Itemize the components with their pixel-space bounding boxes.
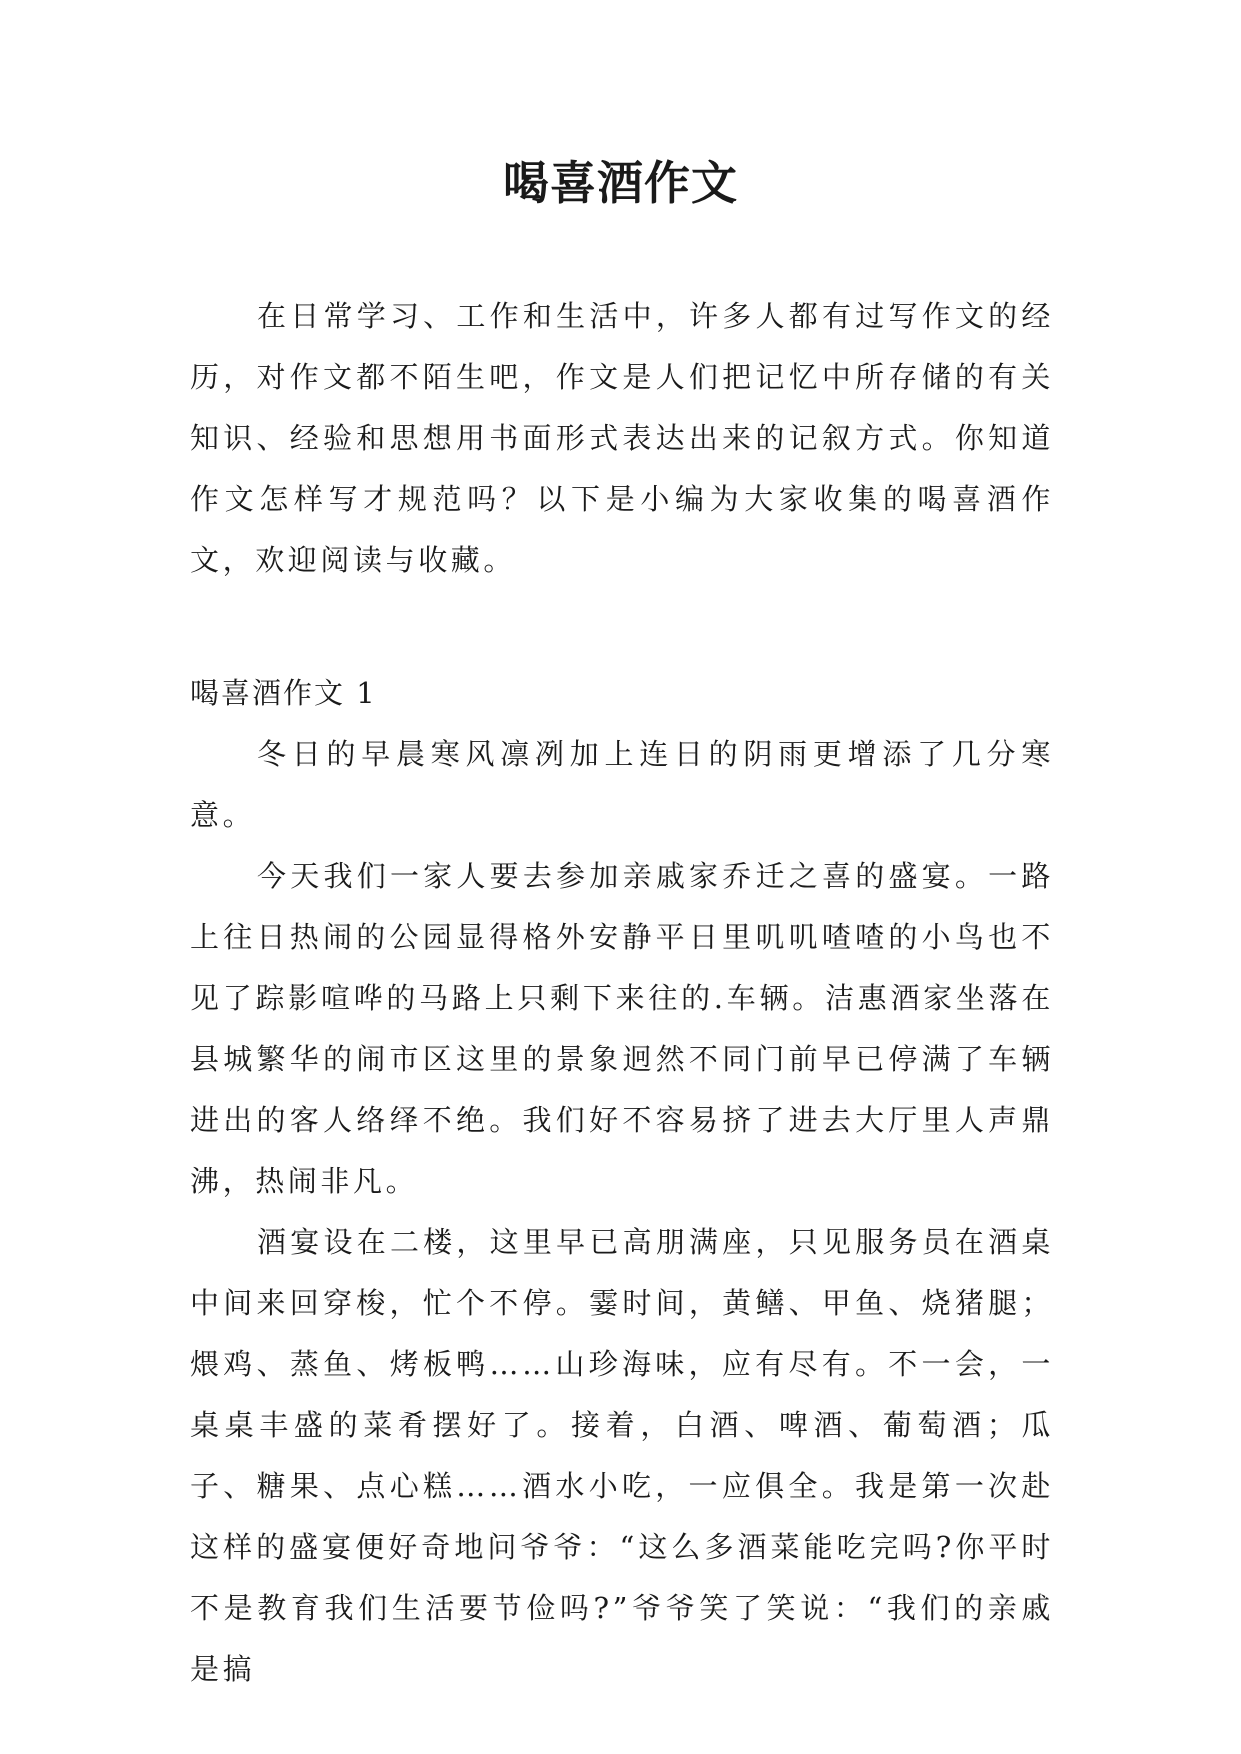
body-paragraph: 冬日的早晨寒风凛冽加上连日的阴雨更增添了几分寒意。 <box>190 737 1054 832</box>
document-title: 喝喜酒作文 <box>503 156 738 210</box>
document-body <box>190 286 1054 1700</box>
section-heading: 喝喜酒作文 1 <box>190 676 377 710</box>
body-paragraph: 今天我们一家人要去参加亲戚家乔迁之喜的盛宴。一路上往日热闹的公园显得格外安静平日里叽叽喳喳的小鸟也不见了踪影喧哗的马路上只剩下来往的.车辆。洁惠酒家坐落在县城繁华的闹市区这里的景象迥然不同门前早已停满了车辆进出的客人络绎不绝。我们好不容易挤了进去大厅里人声鼎沸，热闹非凡。 <box>190 859 1054 1198</box>
body-paragraph: 酒宴设在二楼，这里早已高朋满座，只见服务员在酒桌中间来回穿梭，忙个不停。霎时间，黄鳝、甲鱼、烧猪腿；煨鸡、蒸鱼、烤板鸭……山珍海味，应有尽有。不一会，一桌桌丰盛的菜肴摆好了。接着，白酒、啤酒、葡萄酒；瓜子、糖果、点心糕……酒水小吃，一应俱全。我是第一次赴这样的盛宴便好奇地问爷爷：“这么多酒菜能吃完吗?你平时不是教育我们生活要节俭吗?”爷爷笑了笑说：“我们的亲戚是搞 <box>190 1225 1054 1686</box>
intro-paragraph: 在日常学习、工作和生活中，许多人都有过写作文的经历，对作文都不陌生吧，作文是人们把记忆中所存储的有关知识、经验和思想用书面形式表达出来的记叙方式。你知道作文怎样写才规范吗？以下是小编为大家收集的喝喜酒作文，欢迎阅读与收藏。 <box>190 299 1054 577</box>
